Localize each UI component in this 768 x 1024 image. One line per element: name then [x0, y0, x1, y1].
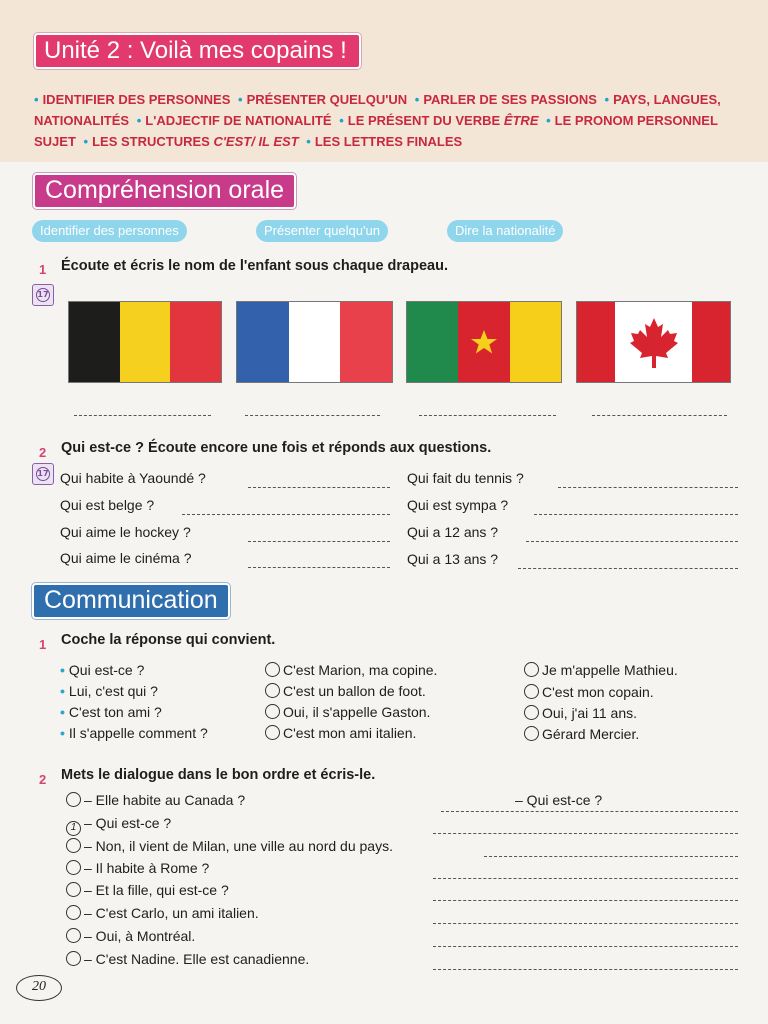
radio-circle-icon[interactable] — [524, 726, 539, 741]
question-text: Qui est sympa ? — [407, 497, 509, 513]
unit-objectives — [34, 89, 746, 152]
dialogue-line — [66, 951, 309, 967]
exercise-instruction: Mets le dialogue dans le bon ordre et écris-le. — [61, 767, 376, 783]
objective: NATIONALITÉS — [34, 113, 130, 128]
dialogue-text: – Elle habite au Canada ? — [84, 792, 246, 808]
order-circle[interactable] — [66, 792, 81, 807]
answer-blank[interactable] — [433, 867, 738, 879]
answer-blank[interactable] — [433, 889, 738, 901]
skill-pill: Identifier des personnes — [32, 220, 187, 242]
answer-blank[interactable] — [248, 476, 390, 488]
option-text: Oui, j'ai 11 ans. — [542, 705, 638, 721]
option-text: C'est un ballon de foot. — [283, 683, 426, 699]
question-item — [60, 683, 158, 699]
star-icon — [458, 302, 510, 383]
dialogue-line — [66, 815, 171, 836]
question-text: Qui aime le hockey ? — [60, 524, 191, 540]
question-item — [60, 725, 208, 741]
objective-italic: ÊTRE — [503, 113, 539, 128]
answer-option[interactable] — [524, 705, 637, 721]
objective: LE PRONOM PERSONNEL — [554, 113, 718, 128]
page-number: 20 — [16, 975, 62, 1001]
objective: SUJET — [34, 134, 76, 149]
question-item — [60, 662, 144, 678]
flag-stripe — [407, 302, 458, 382]
question-text: Qui habite à Yaoundé ? — [60, 470, 206, 486]
bullet-icon: • — [136, 113, 142, 128]
flag-stripe — [120, 302, 171, 382]
dialogue-line — [66, 860, 209, 876]
maple-leaf-icon — [615, 302, 693, 383]
skill-pill: Présenter quelqu'un — [256, 220, 388, 242]
objective: L'ADJECTIF DE NATIONALITÉ — [145, 113, 332, 128]
order-circle[interactable] — [66, 951, 81, 966]
flag-stripe — [69, 302, 120, 382]
bullet-icon: • — [339, 113, 344, 128]
canada-flag — [576, 301, 731, 383]
belgium-flag — [68, 301, 222, 383]
order-circle[interactable] — [66, 860, 81, 875]
order-circle[interactable]: 1 — [66, 821, 81, 836]
answer-blank[interactable] — [182, 503, 390, 515]
question-text: Il s'appelle comment ? — [68, 725, 208, 741]
answer-option[interactable] — [265, 662, 437, 678]
question-text: Qui fait du tennis ? — [407, 470, 524, 486]
option-text: C'est mon ami italien. — [283, 725, 417, 741]
order-circle[interactable] — [66, 882, 81, 897]
question-item — [60, 704, 162, 720]
answer-blank[interactable] — [526, 530, 738, 542]
dialogue-text: – Et la fille, qui est-ce ? — [84, 882, 229, 898]
bullet-icon: • — [60, 662, 65, 678]
question-text: C'est ton ami ? — [68, 704, 162, 720]
order-circle[interactable] — [66, 905, 81, 920]
flag-stripe — [289, 302, 341, 382]
flag-stripe — [340, 302, 392, 382]
answer-option[interactable] — [265, 704, 430, 720]
question-text: Qui est-ce ? — [68, 662, 145, 678]
bullet-icon: • — [83, 134, 89, 149]
communication-section-title: Communication — [32, 583, 230, 619]
answer-option[interactable] — [524, 726, 639, 742]
radio-circle-icon[interactable] — [524, 662, 539, 677]
answer-blank[interactable] — [441, 800, 738, 812]
exercise-number: 1 — [39, 637, 47, 652]
dialogue-text: – C'est Nadine. Elle est canadienne. — [84, 951, 310, 967]
answer-blank[interactable] — [74, 404, 211, 416]
answer-blank[interactable] — [433, 822, 738, 834]
question-text: Qui a 13 ans ? — [407, 551, 499, 567]
flag-stripe — [615, 302, 692, 382]
radio-circle-icon[interactable] — [265, 704, 280, 719]
dialogue-line — [66, 928, 195, 944]
comprehension-section-title: Compréhension orale — [33, 173, 296, 209]
dialogue-line — [66, 838, 393, 854]
order-circle[interactable] — [66, 838, 81, 853]
audio-track-icon[interactable] — [32, 463, 54, 485]
objective: LES STRUCTURES — [92, 134, 210, 149]
flag-stripe — [458, 302, 509, 382]
answer-blank[interactable] — [433, 912, 738, 924]
order-circle[interactable] — [66, 928, 81, 943]
radio-circle-icon[interactable] — [265, 725, 280, 740]
flag-stripe — [692, 302, 730, 382]
exercise-number: 1 — [39, 262, 47, 277]
dialogue-text: – Qui est-ce ? — [84, 815, 172, 831]
bullet-icon: • — [546, 113, 551, 128]
answer-blank[interactable] — [433, 958, 738, 970]
answer-blank[interactable] — [518, 557, 738, 569]
flag-stripe — [577, 302, 615, 382]
option-text: C'est mon copain. — [542, 684, 654, 700]
answer-blank[interactable] — [534, 503, 738, 515]
exercise-instruction: Écoute et écris le nom de l'enfant sous chaque drapeau. — [61, 258, 448, 274]
radio-circle-icon[interactable] — [265, 662, 280, 677]
objective: PAYS, LANGUES, — [613, 92, 721, 107]
flag-stripe — [237, 302, 289, 382]
bullet-icon: • — [60, 704, 65, 720]
radio-circle-icon[interactable] — [524, 684, 539, 699]
exercise-instruction: Coche la réponse qui convient. — [61, 632, 276, 648]
bullet-icon: • — [306, 134, 311, 149]
bullet-icon: • — [60, 683, 65, 699]
answer-blank[interactable] — [484, 845, 738, 857]
dialogue-text: – Oui, à Montréal. — [84, 928, 196, 944]
option-text: Oui, il s'appelle Gaston. — [283, 704, 431, 720]
objective: PARLER DE SES PASSIONS — [423, 92, 597, 107]
unit-title: Unité 2 : Voilà mes copains ! — [34, 33, 361, 69]
audio-track-number: 17 — [36, 467, 50, 481]
bullet-icon: • — [34, 92, 39, 107]
flag-stripe — [170, 302, 221, 382]
answer-blank[interactable] — [248, 530, 390, 542]
answer-blank[interactable] — [419, 404, 556, 416]
dialogue-line — [66, 905, 259, 921]
example-answer: – Qui est-ce ? — [515, 792, 603, 808]
bullet-icon: • — [60, 725, 65, 741]
dialogue-text: – C'est Carlo, un ami italien. — [84, 905, 259, 921]
dialogue-line — [66, 792, 245, 808]
bullet-icon: • — [414, 92, 420, 107]
option-text: C'est Marion, ma copine. — [283, 662, 438, 678]
option-text: Je m'appelle Mathieu. — [542, 662, 678, 678]
flag-stripe — [510, 302, 561, 382]
exercise-number: 2 — [39, 772, 47, 787]
answer-blank[interactable] — [433, 935, 738, 947]
option-text: Gérard Mercier. — [542, 726, 640, 742]
answer-option[interactable] — [265, 683, 426, 699]
radio-circle-icon[interactable] — [524, 705, 539, 720]
answer-option[interactable] — [265, 725, 416, 741]
exercise-instruction: Qui est-ce ? Écoute encore une fois et réponds aux questions. — [61, 440, 492, 456]
dialogue-text: – Non, il vient de Milan, une ville au nord du pays. — [84, 838, 393, 854]
france-flag — [236, 301, 393, 383]
audio-track-icon[interactable] — [32, 284, 54, 306]
objective: IDENTIFIER DES PERSONNES — [42, 92, 231, 107]
question-text: Lui, c'est qui ? — [68, 683, 158, 699]
objective-italic: C'EST/ IL EST — [213, 134, 299, 149]
cameroon-flag — [406, 301, 562, 383]
answer-blank[interactable] — [245, 404, 380, 416]
answer-option[interactable] — [524, 684, 654, 700]
radio-circle-icon[interactable] — [265, 683, 280, 698]
question-text: Qui est belge ? — [60, 497, 155, 513]
bullet-icon: • — [604, 92, 610, 107]
audio-track-number: 17 — [36, 288, 50, 302]
objective: LES LETTRES FINALES — [314, 134, 463, 149]
question-text: Qui aime le cinéma ? — [60, 550, 192, 566]
answer-blank[interactable] — [248, 556, 390, 568]
answer-blank[interactable] — [592, 404, 727, 416]
dialogue-line — [66, 882, 229, 898]
objective: LE PRÉSENT DU VERBE — [347, 113, 501, 128]
question-text: Qui a 12 ans ? — [407, 524, 499, 540]
skill-pill: Dire la nationalité — [447, 220, 563, 242]
answer-blank[interactable] — [558, 476, 738, 488]
objective: PRÉSENTER QUELQU'UN — [246, 92, 408, 107]
bullet-icon: • — [238, 92, 243, 107]
answer-option[interactable] — [524, 662, 678, 678]
dialogue-text: – Il habite à Rome ? — [84, 860, 210, 876]
exercise-number: 2 — [39, 445, 47, 460]
